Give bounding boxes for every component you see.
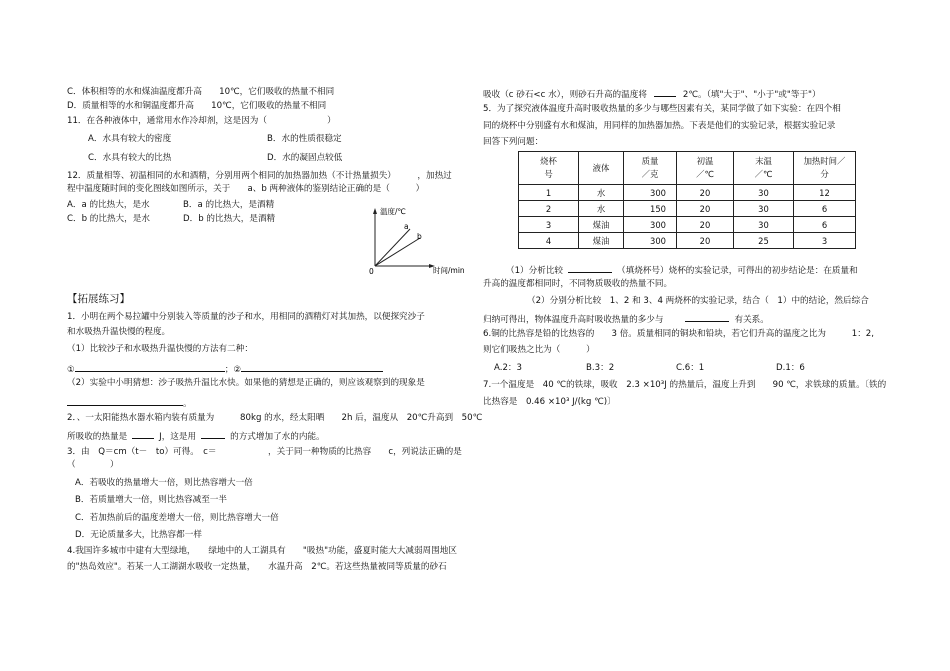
- ext3-line-2: （ ）: [67, 460, 119, 470]
- table-row: [519, 185, 856, 201]
- q5-line-2: 同的烧杯中分别盛有水和煤油，用同样的加热器加热。下表是他们的实验记录，根据实验记录: [483, 121, 836, 131]
- r1-text-a: 吸收（c 砂石<c 水），则砂石升高的温度将: [483, 90, 647, 100]
- q12-line-2: 程中温度随时间的变化图线如图所示，关于 a、b 两种液体的鉴别结论正确的是（ ）: [67, 184, 425, 194]
- ext1-end-mark: 。: [183, 399, 192, 409]
- ext1-answer-line: [67, 396, 192, 410]
- q11-option-a: A．水具有较大的密度: [88, 134, 172, 144]
- cell-heating-time: 6: [794, 201, 856, 217]
- ext2-method-blank[interactable]: [201, 429, 225, 439]
- cell-mass: 300: [624, 217, 677, 233]
- graph-label-a: a: [404, 222, 409, 231]
- q6-line-2: 则它们吸热之比为（ ）: [483, 345, 595, 355]
- cell-initial-temp: 20: [677, 185, 734, 201]
- q6-option-a: A.2：3: [494, 363, 522, 373]
- ext1-blank-1: ① ；②: [67, 362, 383, 376]
- q10-option-c: C．体积相等的水和煤油温度都升高 10℃，它们吸收的热量不相同: [67, 87, 335, 97]
- q11-option-d: D．水的凝固点较低: [267, 153, 343, 163]
- q5-part2-text-a: 归纳可得出，物体温度升高时吸收热量的多少与: [483, 315, 664, 325]
- ext1-blank-2-mark: ②: [233, 365, 242, 375]
- q5-part2-blank[interactable]: [685, 312, 729, 322]
- q11-option-b: B．水的性质很稳定: [267, 134, 342, 144]
- q5-part2-line-2: [483, 312, 769, 326]
- cell-liquid: 煤油: [579, 217, 624, 233]
- q11-stem: 11．在各种液体中，通常用水作冷却剂，这是因为（ ）: [67, 116, 336, 126]
- ext1-line-5: （2）实验中小明猜想：沙子吸热升温比水快。如果他的猜想是正确的，则应该观察到的现象是: [67, 378, 425, 388]
- q6-line-1: 6.铜的比热容是铅的比热容的 3 倍。质量相同的铜块和铅块，若它们升高的温度之比为 1：2,: [483, 329, 875, 339]
- ext4-line-1: 4.我国许多城市中建有大型绿地， 绿地中的人工湖具有 "吸热"功能，盛夏时能大大减弱周围地区: [67, 546, 457, 556]
- ext2-line-1: 2．、一太阳能热水器水箱内装有质量为 80kg 的水，经太阳晒 2h 后，温度从 20℃升高到 50℃: [67, 413, 483, 423]
- temperature-time-graph: [0, 0, 475, 300]
- q11-option-c: C．水具有较大的比热: [88, 153, 172, 163]
- cell-final-temp: 30: [734, 201, 794, 217]
- header-initial-temp: 初温 ／℃: [677, 152, 734, 185]
- header-mass: 质量 ／克: [624, 152, 677, 185]
- q12-option-b: B．a 的比热大，是酒精: [183, 200, 275, 210]
- ext2-heat-blank[interactable]: [132, 429, 154, 439]
- cell-final-temp: 30: [734, 217, 794, 233]
- ext1-blank-2-line[interactable]: [241, 362, 383, 372]
- ext3-option-b: B．若质量增大一倍，则比热容减至一半: [75, 495, 227, 505]
- r1-blank[interactable]: [654, 87, 676, 97]
- cell-beaker: 3: [519, 217, 579, 233]
- table-row: [519, 217, 856, 233]
- ext1-blank-1-line[interactable]: [75, 362, 225, 372]
- q5-part2-text-b: 有关系。: [734, 315, 769, 325]
- cell-final-temp: 30: [734, 185, 794, 201]
- ext2-text-b: J，这是用: [159, 432, 197, 442]
- ext2-text-c: 的方式增加了水的内能。: [230, 432, 325, 442]
- q5-line-1: 5．为了探究液体温度升高时吸收热量的多少与哪些因素有关，某同学做了如下实验：在四个相: [483, 104, 841, 114]
- q5-part1-text-b: （填烧杯号）烧杯的实验记录，可得出的初步结论是：在质量和: [617, 266, 858, 276]
- q5-part1-text-a: （1）分析比较: [506, 266, 564, 276]
- q12-option-d: D．b 的比热大，是酒精: [183, 214, 276, 224]
- header-final-temp: 末温 ／℃: [734, 152, 794, 185]
- cell-initial-temp: 20: [677, 233, 734, 249]
- cell-heating-time: 3: [794, 233, 856, 249]
- ext3-option-c: C．若加热前后的温度差增大一倍，则比热容增大一倍: [75, 513, 279, 523]
- header-heating-time: 加热时间／ 分: [794, 152, 856, 185]
- graph-label-b: b: [417, 232, 422, 241]
- experiment-table: [518, 151, 856, 249]
- cell-initial-temp: 20: [677, 217, 734, 233]
- ext3-line-1: 3．由 Q＝cm（t－ to）可得。 c＝ ，关于同一种物质的比热容 c，列说法正确的是: [67, 447, 462, 457]
- q12-option-c: C．b 的比热大，是水: [67, 214, 150, 224]
- ext4-line-2: 的"热岛效应"。若某一人工湖湖水吸收一定热量， 水温升高 2℃。若这些热量被同等质量的砂石: [67, 562, 447, 572]
- q5-part1-line-1: [506, 263, 858, 277]
- table-header-row: [519, 152, 856, 185]
- graph-y-label: 温度/℃: [380, 207, 406, 216]
- q6-option-b: B.3：2: [586, 363, 615, 373]
- cell-mass: 300: [624, 233, 677, 249]
- header-liquid: 液体: [579, 152, 624, 185]
- q12-line-1: 12．质量相等、初温相同的水和酒精，分别用两个相同的加热器加热（不计热量损失） ，加热过: [67, 171, 452, 181]
- q7-line-2: 比热容是 0.46 ×10³ J/(kg ℃)〕: [483, 397, 616, 407]
- q10-option-d: D．质量相等的水和铜温度都升高 10℃，它们吸收的热量不相同: [67, 101, 327, 111]
- table-row: [519, 233, 856, 249]
- ext3-option-a: A．若吸收的热量增大一倍，则比热容增大一倍: [75, 478, 253, 488]
- graph-x-label: 时间/min: [433, 266, 465, 275]
- cell-liquid: 水: [579, 201, 624, 217]
- q7-line-1: 7.一个温度是 40 ℃的铁球，吸收 2.3 ×10³J 的热量后，温度上升到 90 ℃，求铁球的质量。〔铁的: [483, 380, 887, 390]
- header-beaker: 烧杯 号: [519, 152, 579, 185]
- cell-final-temp: 25: [734, 233, 794, 249]
- ext1-line-1: 1．小明在两个易拉罐中分别装入等质量的沙子和水，用相同的酒精灯对其加热，以便探究沙子: [67, 312, 425, 322]
- ext1-blank-1-mark: ①: [67, 365, 75, 375]
- cell-mass: 300: [624, 185, 677, 201]
- r-line-1: [483, 87, 821, 101]
- cell-beaker: 1: [519, 185, 579, 201]
- cell-beaker: 2: [519, 201, 579, 217]
- ext3-option-d: D．无论质量多大，比热容都一样: [75, 530, 202, 540]
- q5-line-3: 回答下列问题：: [483, 137, 544, 147]
- ext1-answer-blank[interactable]: [67, 396, 183, 406]
- ext1-line-2: 和水吸热升温快慢的程度。: [67, 327, 171, 337]
- ext1-line-3: （1）比较沙子和水吸热升温快慢的方法有二种：: [67, 344, 253, 354]
- cell-initial-temp: 20: [677, 201, 734, 217]
- graph-origin: 0: [369, 267, 374, 276]
- section-title: 【拓展练习】: [67, 293, 130, 305]
- cell-liquid: 煤油: [579, 233, 624, 249]
- cell-liquid: 水: [579, 185, 624, 201]
- q12-option-a: A．a 的比热大，是水: [67, 200, 150, 210]
- cell-heating-time: 12: [794, 185, 856, 201]
- ext2-text-a: 所吸收的热量是: [67, 432, 128, 442]
- cell-heating-time: 6: [794, 217, 856, 233]
- ext2-line-2: [67, 429, 325, 443]
- q6-option-d: D.1：6: [776, 363, 805, 373]
- r1-text-b: 2℃。（填"大于"、"小于"或"等于"）: [682, 90, 821, 100]
- q6-option-c: C.6：1: [676, 363, 705, 373]
- q5-part1-blank[interactable]: [568, 263, 612, 273]
- graph-y-arrow: [373, 208, 377, 214]
- cell-beaker: 4: [519, 233, 579, 249]
- q5-part1-line-2: 升高的温度都相同时，不同物质吸收的热量不同。: [483, 279, 673, 289]
- table-row: [519, 201, 856, 217]
- cell-mass: 150: [624, 201, 677, 217]
- q5-part2-line-1: （2）分别分析比较 1、2 和 3、4 两烧杯的实验记录，结合（ 1）中的结论，然后综合: [527, 296, 869, 306]
